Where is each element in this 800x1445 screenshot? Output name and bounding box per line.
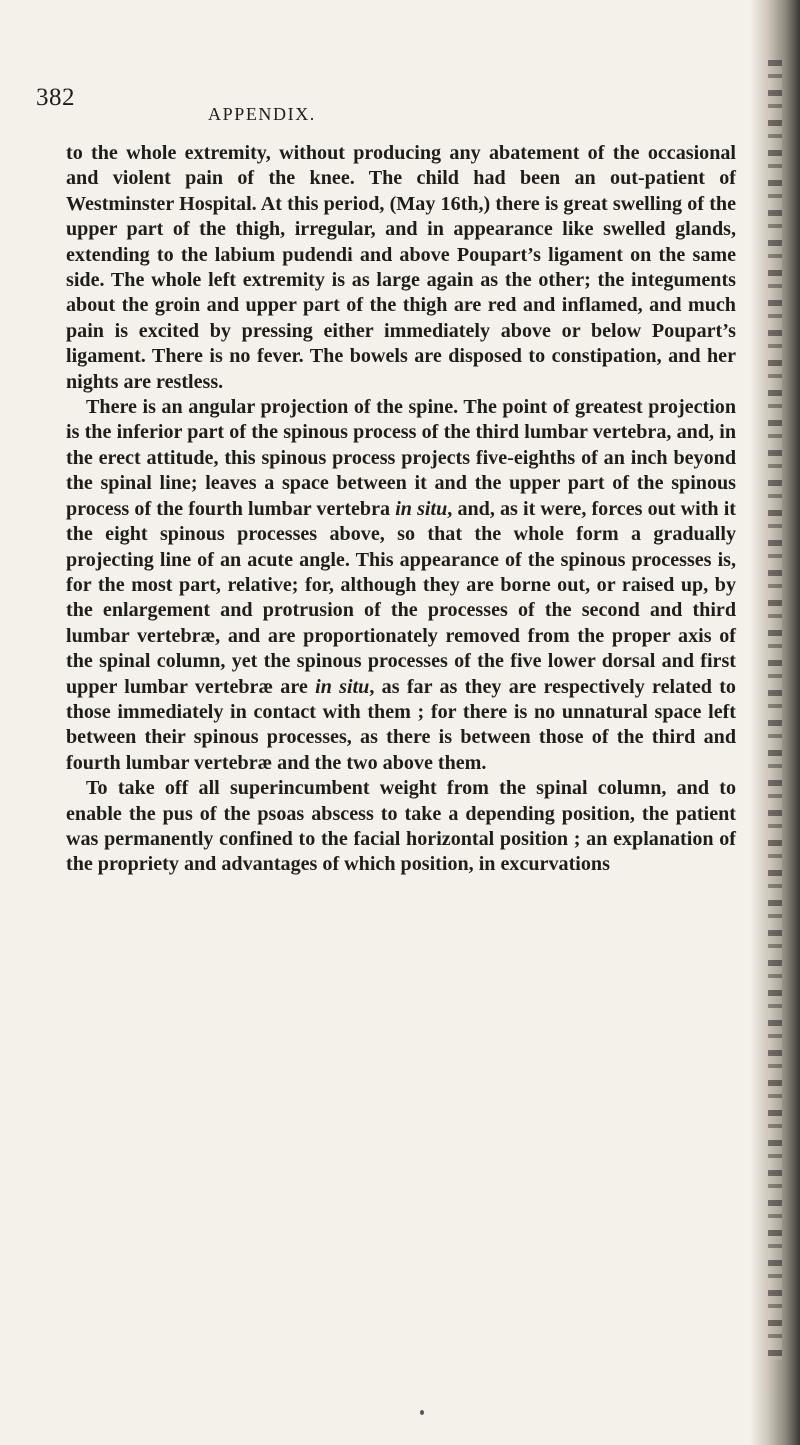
italic-in-situ-1: in situ [395,497,448,520]
paragraph-3: To take off all superincumbent weight from the spinal column, and to enable the pus of the psoas abscess to take a depending position, the patient was permanently confined to the facial horizontal position ; an explanation of the propriety and advantages of which position, in excurvations [66,777,736,876]
paragraph-2-text-2: , and, as it were, forces out with it the eight spinous processes above, so that the whole form a gradually projecting line of an acute angle. This appearance of the spinous processes is, for the most part, relative; for, although they are borne out, or raised up, by the enlargement and protrusion of the processes of the second and third lumbar vertebræ, and are proportionately removed from the proper axis of the spinal column, yet the spinous processes of the five lower dorsal and first upper lumbar vertebræ are [66,497,736,698]
page-header [36,84,736,134]
running-head: APPENDIX. [208,104,316,124]
paragraph-1: to the whole extremity, without producing any abatement of the occasional and violent pain of the knee. The child had been an out-patient of Westminster Hospital. At this period, (May 16th,) there is great swelling of the upper part of the thigh, irregular, and in appearance like swelled glands, extending to the labium pudendi and above Poupart’s ligament on the same side. The whole left extremity is as large again as the other; the integuments about the groin and upper part of the thigh are red and inflamed, and much pain is excited by pressing either immediately above or below Poupart’s ligament. There is no fever. The bowels are disposed to constipation, and her nights are restless. [66,142,736,393]
italic-in-situ-2: in situ [315,675,370,698]
paragraph-2-text-3: , as far as they are respectively related to those immediately in contact with them ; for there is no unnatural space left between their spinous processes, as there is between those of the third and fourth lumbar vertebræ and the two above them. [66,675,736,774]
page-number: 382 [36,84,75,111]
body-text [66,141,736,878]
ink-speck [420,1410,424,1415]
page-binding-edge [750,0,800,1445]
paragraph-2 [66,395,736,776]
paragraph-2-text-1: There is an angular projection of the spine. The point of greatest projection is the inferior part of the spinous process of the third lumbar vertebra, and, in the erect attitude, this spinous process projects five-eighths of an inch beyond the spinal line; leaves a space between it and the upper part of the spinous process of the fourth lumbar vertebra [66,396,736,520]
